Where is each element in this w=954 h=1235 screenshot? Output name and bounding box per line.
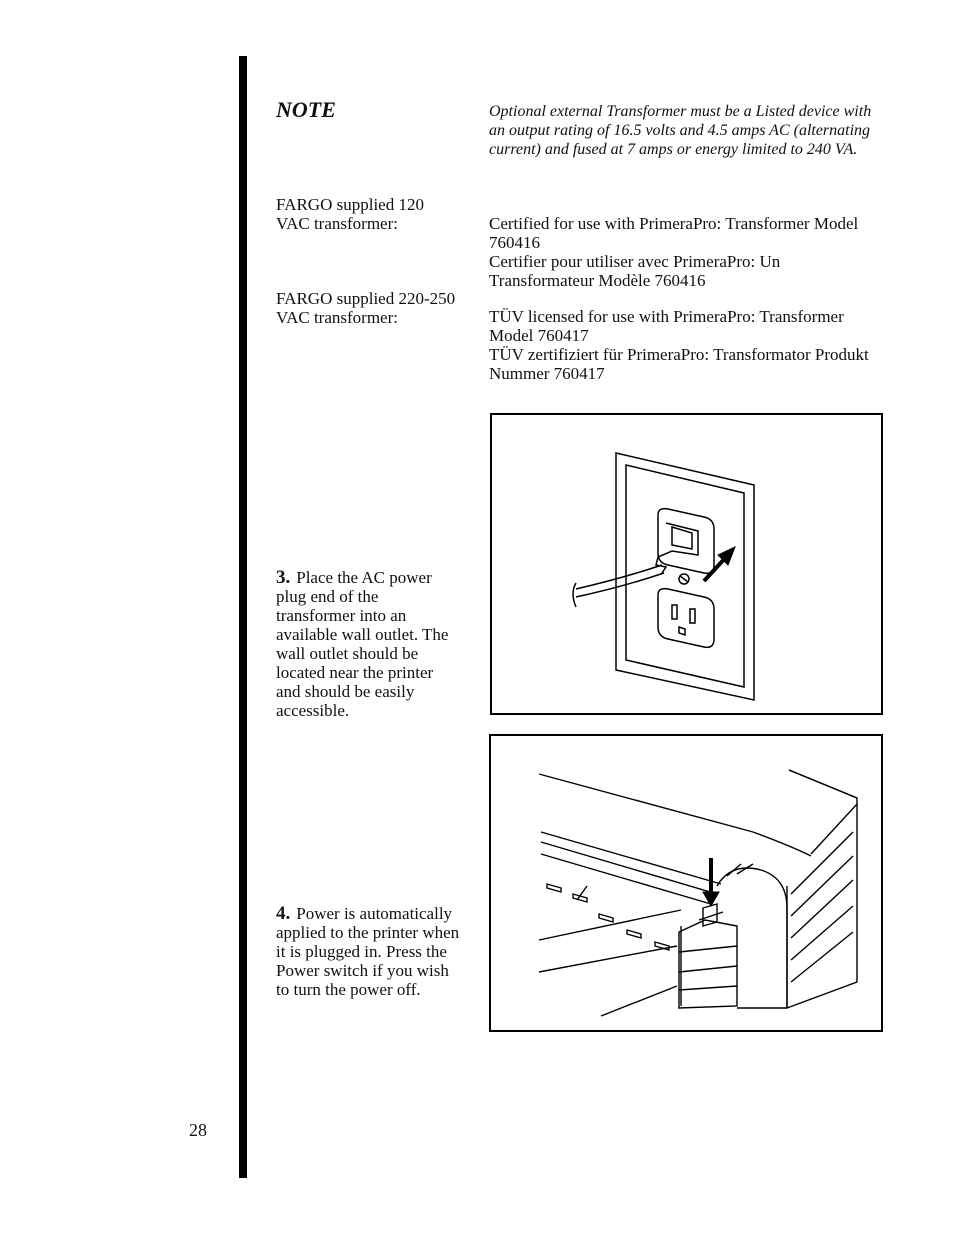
transformer-220-line2: TÜV zertifiziert für PrimeraPro: Transformator Produkt Nummer 760417 — [489, 345, 869, 383]
sidebar-rule — [239, 56, 247, 1178]
step-4-text: Power is automatically applied to the printer when it is plugged in. Press the Power switch if you wish to turn the power off. — [276, 904, 460, 999]
transformer-220-line1: TÜV licensed for use with PrimeraPro: Transformer Model 760417 — [489, 307, 844, 345]
note-label: NOTE — [276, 97, 336, 122]
note-text: Optional external Transformer must be a Listed device with an output rating of 16.5 volts and 4.5 amps AC (alternating current) and fused at 7 amps or energy limited to 240 VA. — [489, 103, 872, 158]
transformer-120-label: FARGO supplied 120 VAC transformer: — [276, 195, 424, 233]
step-3-text: Place the AC power plug end of the transformer into an available wall outlet. The wall outlet should be located near the printer and should be easily accessible. — [276, 568, 449, 720]
transformer-220-info — [489, 307, 889, 383]
printer-power-figure — [489, 734, 883, 1032]
printer-power-illustration — [491, 736, 881, 1030]
transformer-120-line2: Certifier pour utiliser avec PrimeraPro: Un Transformateur Modèle 760416 — [489, 252, 781, 290]
step-3-number: 3. — [276, 567, 291, 588]
step-4-number: 4. — [276, 903, 291, 924]
transformer-120-info — [489, 214, 889, 290]
wall-outlet-figure — [490, 413, 883, 715]
page-number: 28 — [189, 1120, 207, 1140]
step-4 — [276, 904, 461, 999]
transformer-220-label: FARGO supplied 220-250 VAC transformer: — [276, 289, 456, 327]
step-3 — [276, 568, 461, 720]
wall-outlet-illustration — [492, 415, 881, 713]
transformer-120-line1: Certified for use with PrimeraPro: Transformer Model 760416 — [489, 214, 859, 252]
